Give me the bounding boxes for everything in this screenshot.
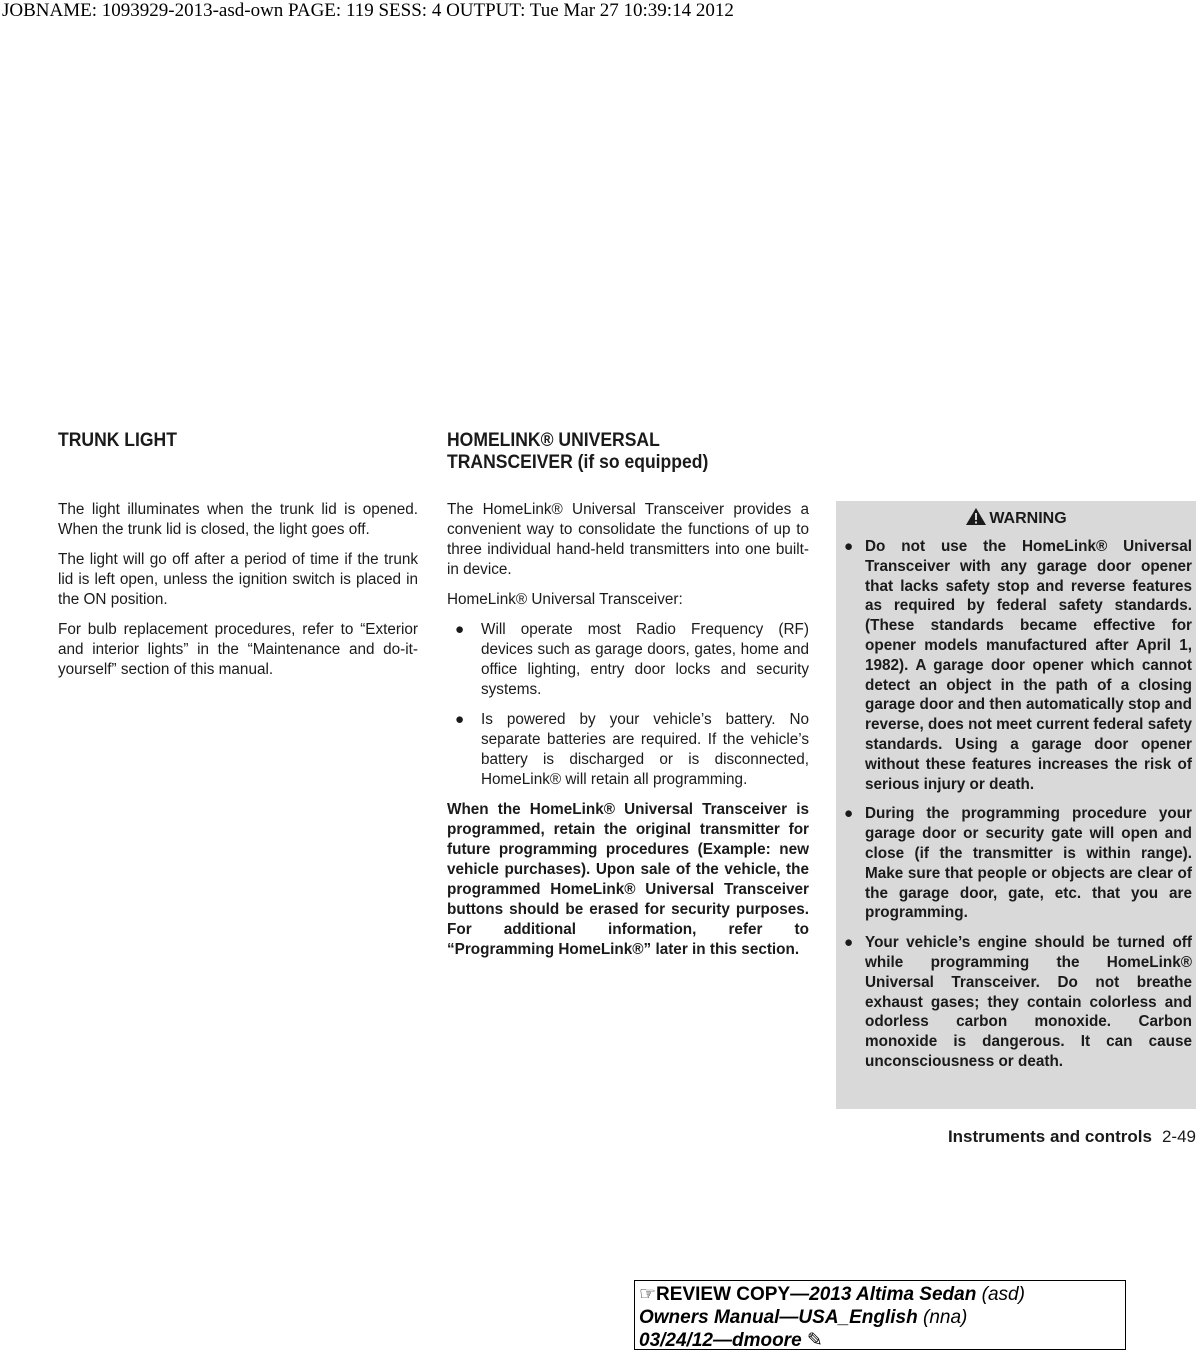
warning-title: WARNING	[836, 507, 1196, 529]
homelink-bold-note: When the HomeLink® Universal Transceiver is programmed, retain the original transmitter for future programming procedures (Example: new vehicle purchases). Upon sale of the vehicle, the programmed HomeLink® Universal Transceiver buttons should be erased for security purposes. For additional information, refer to “Programming HomeLink®” later in this section.	[447, 801, 809, 958]
page-number: 2-49	[1161, 1127, 1196, 1146]
homelink-heading-line1: HOMELINK® UNIVERSAL	[447, 429, 660, 451]
bullet-icon: ●	[455, 711, 465, 728]
list-item: ● Your vehicle’s engine should be turned off while programming the HomeLink® Universal Transceiver. Do not breathe exhaust gases; they contain colorless and odorless carbon monoxide. Carbon monoxide is dangerous. It can cause unconsciousness or death.	[844, 934, 1192, 1070]
trunk-light-section	[58, 500, 418, 690]
homelink-heading	[447, 429, 708, 473]
homelink-section	[447, 500, 809, 970]
warning-triangle-icon	[965, 507, 987, 526]
bullet-icon: ●	[455, 621, 465, 638]
homelink-heading-line2: TRANSCEIVER (if so equipped)	[447, 451, 709, 473]
trunk-light-paragraph: For bulb replacement procedures, refer to “Exterior and interior lights” in the “Maintenance and do-it-yourself” section of this manual.	[58, 621, 418, 678]
bullet-icon: ●	[844, 805, 854, 823]
bullet-icon: ●	[844, 538, 854, 555]
job-header: JOBNAME: 1093929-2013-asd-own PAGE: 119 SESS: 4 OUTPUT: Tue Mar 27 10:39:14 2012	[2, 0, 734, 21]
list-item: ● Do not use the HomeLink® Universal Transceiver with any garage door opener that lacks safety stop and reverse features as required by federal safety standards. (These standards became effective for opener models manufactured after April 1, 1982). A garage door opener which cannot detect an object in the path of a closing garage door and then automatically stop and reverse, does not meet current federal safety standards. Using a garage door opener without these features increases the risk of serious injury or death.	[844, 538, 1192, 793]
homelink-feature-list	[447, 620, 809, 790]
warning-list	[844, 537, 1192, 1082]
homelink-list-label: HomeLink® Universal Transceiver:	[447, 591, 683, 608]
trunk-light-paragraph: The light will go off after a period of time if the trunk lid is left open, unless the ignition switch is placed in the ON position.	[58, 551, 418, 608]
pointing-hand-icon: ☞	[639, 1284, 657, 1305]
page-footer	[880, 1127, 1196, 1147]
review-line-1: ☞REVIEW COPY—2013 Altima Sedan (asd)	[639, 1284, 1025, 1305]
list-item: ● Is powered by your vehicle’s battery. No separate batteries are required. If the vehicle’s battery is discharged or is disconnected, HomeLink® will retain all programming.	[455, 711, 809, 788]
review-line-3: 03/24/12—dmoore ✎	[639, 1330, 823, 1351]
list-item: ● During the programming procedure your garage door or security gate will open and close (if the transmitter is within range). Make sure that people or objects are clear of the garage door, gate, etc. that you are programming.	[844, 805, 1192, 922]
trunk-light-heading: TRUNK LIGHT	[58, 429, 177, 451]
homelink-intro: The HomeLink® Universal Transceiver provides a convenient way to consolidate the functions of up to three individual hand-held transmitters into one built-in device.	[447, 501, 809, 578]
warning-box	[836, 501, 1196, 1109]
review-line-2: Owners Manual—USA_English (nna)	[639, 1307, 968, 1328]
list-item: ● Will operate most Radio Frequency (RF) devices such as garage doors, gates, home and office lighting, entry door locks and security systems.	[455, 621, 809, 698]
pencil-icon: ✎	[806, 1330, 823, 1351]
trunk-light-paragraph: The light illuminates when the trunk lid is opened. When the trunk lid is closed, the light goes off.	[58, 501, 418, 538]
footer-section-title: Instruments and controls	[947, 1127, 1152, 1146]
review-copy-stamp	[634, 1280, 1126, 1350]
bullet-icon: ●	[844, 934, 854, 952]
